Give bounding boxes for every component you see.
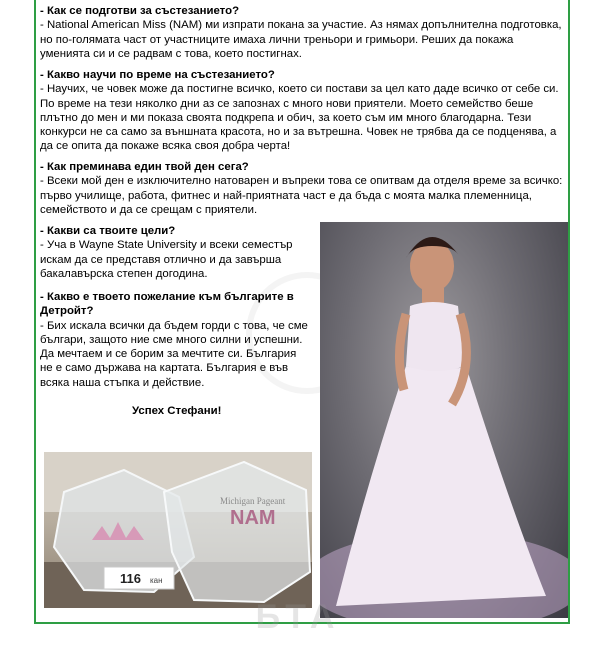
- gown-skirt: [336, 366, 546, 606]
- neck: [422, 288, 444, 304]
- left-arm: [399, 314, 406, 390]
- question: - Какви са твоите цели?: [40, 225, 176, 237]
- trophy-photo: [44, 452, 312, 608]
- trophy-illustration: [44, 452, 312, 608]
- crystal-trophy-right: [164, 462, 310, 602]
- trophy-caption: Michigan Pageant: [220, 496, 286, 506]
- question: - Какво научи по време на състезанието?: [40, 69, 275, 81]
- question: - Как преминава един твой ден сега?: [40, 161, 249, 173]
- qa-block-1: [40, 4, 566, 61]
- answer: - Уча в Wayne State University и всеки семестър искам да се представя отлично и да завърша бакалавърска степен догодина.: [40, 239, 293, 280]
- gown-photo: [320, 222, 568, 618]
- qa-block-4: [40, 224, 312, 281]
- bodice: [406, 302, 464, 372]
- answer: - Научих, че човек може да постигне всичко, което си постави за цел като даде всичко от себе си. По време на тези няколко дни аз се запознах с много нови приятели. Моето семейство беше плътно до мен и ми показа своята подкрепа и обич, за което съм им много благодарна. Тези конкурси не са само за външната красота, но и за вътрешна. Човек не трябва да се подценява, а да се опита да покаже всяка своя добра черта!: [40, 83, 559, 153]
- answer: - National American Miss (NAM) ми изпрати покана за участие. Аз нямах допълнителна подготовка, но по-голямата част от участниците имаха лични треньори и гримьори. Реших да покажа уменията си и се радвам с това, което постигнах.: [40, 19, 562, 60]
- question: - Какво е твоето пожелание към българите в Детройт?: [40, 291, 294, 318]
- tag-number: 116: [120, 571, 141, 586]
- gown-illustration: [320, 222, 568, 618]
- watermark-text: БТА: [255, 598, 341, 636]
- qa-block-5: [40, 290, 312, 390]
- qa-block-3: [40, 160, 566, 217]
- question: - Как се подготви за състезанието?: [40, 5, 240, 17]
- answer: - Всеки мой ден е изключително натоварен и въпреки това се опитвам да отделя време за всичко: първо училище, работа, фитнес и най-приятната част е да бъда с моята малка племенница, семейството и да се срещам с приятели.: [40, 175, 563, 216]
- qa-block-2: [40, 68, 566, 154]
- tag-unit: кан: [150, 576, 163, 585]
- answer: - Бих искала всички да бъдем горди с това, че сме българи, защото ние сме много силни и успешни. Да мечтаем и се борим за мечтите си. България не е само държава на картата. България е във всяка наша стъпка и действие.: [40, 319, 308, 389]
- trophy-brand: NAM: [230, 507, 276, 529]
- closing-line: Успех Стефани!: [132, 405, 222, 417]
